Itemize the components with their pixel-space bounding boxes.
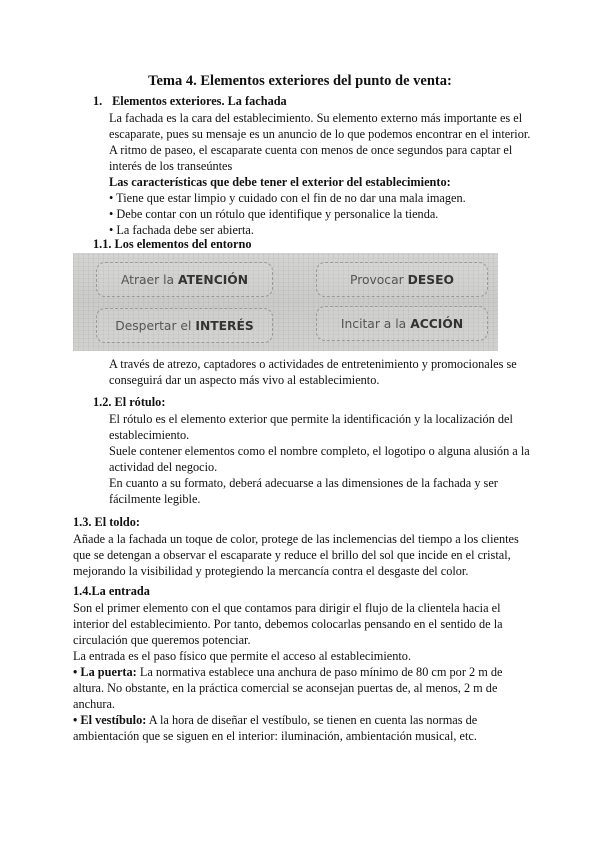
pill-text: Atraer la [120, 272, 175, 287]
paragraph-line: El rótulo es el elemento exterior que permite la identificación y la localización del [109, 412, 513, 426]
door-item [73, 664, 593, 680]
paragraph-line: interior del establecimiento. Por tanto, debemos colocarlas pensando en el sentido de la [73, 617, 503, 631]
paragraph-line: establecimiento. [109, 428, 190, 442]
section-1-body [109, 110, 579, 238]
section-1-2-body [109, 411, 589, 507]
section-1-heading [93, 93, 287, 109]
paragraph-line: Son el primer elemento con el que contamos para dirigir el flujo de la clientela hacia el [73, 601, 501, 615]
bullet-item: • La fachada debe ser abierta. [109, 223, 254, 237]
paragraph-line: escaparate, pues su mensaje es un anuncio de lo que podemos encontrar en el interior. [109, 127, 531, 141]
paragraph-line: que se detengan a observar el escaparate y reduce el brillo del sol que incide en el cristal, [73, 548, 511, 562]
paragraph-line: mejorando la visibilidad y protegiendo la mercancía contra el desgaste del color. [73, 564, 469, 578]
pill-keyword: INTERÉS [195, 318, 254, 333]
pill-desire [316, 262, 488, 297]
bullet-item: • Debe contar con un rótulo que identifique y personalice la tienda. [109, 207, 439, 221]
paragraph-line: circulación que queremos potenciar. [73, 633, 251, 647]
door-text: La normativa establece una anchura de paso mínimo de 80 cm por 2 m de [136, 665, 503, 679]
vestibule-item [73, 712, 593, 728]
pill-keyword: ATENCIÓN [178, 272, 249, 287]
paragraph-line: Añade a la fachada un toque de color, protege de las inclemencias del tiempo a los clientes [73, 532, 519, 546]
pill-attention [96, 262, 273, 297]
door-label: • La puerta: [73, 665, 137, 679]
paragraph-line: A través de atrezo, captadores o actividades de entretenimiento y promocionales se [109, 357, 517, 371]
paragraph-line: conseguirá dar un aspecto más vivo al establecimiento. [109, 373, 380, 387]
section-1-3-body [73, 531, 593, 579]
page-title: Tema 4. Elementos exteriores del punto de venta: [148, 73, 452, 89]
aida-image [73, 253, 498, 351]
paragraph-line: ambientación que se siguen en el interior: iluminación, ambientación musical, etc. [73, 729, 477, 743]
pill-interest [96, 308, 273, 343]
paragraph-line: altura. No obstante, en la práctica comercial se aconsejan puertas de, al menos, 2 m de [73, 681, 498, 695]
paragraph-line: A ritmo de paseo, el escaparate cuenta con menos de once segundos para captar el [109, 143, 513, 157]
pill-action [316, 306, 488, 341]
paragraph-line: interés de los transeúntes [109, 159, 233, 173]
paragraph-line: actividad del negocio. [109, 460, 218, 474]
pill-text: Provocar [350, 272, 404, 287]
section-1-title: Elementos exteriores. La fachada [112, 94, 287, 108]
paragraph-line: La entrada es el paso físico que permite el acceso al establecimiento. [73, 649, 412, 663]
pill-keyword: DESEO [407, 272, 454, 287]
vestibule-text: A la hora de diseñar el vestíbulo, se tienen en cuenta las normas de [146, 713, 478, 727]
section-1-3-heading: 1.3. El toldo: [73, 515, 140, 529]
paragraph-line: La fachada es la cara del establecimiento. Su elemento externo más importante es el [109, 111, 523, 125]
section-1-2-heading: 1.2. El rótulo: [93, 395, 166, 409]
pill-text: Incitar a la [340, 316, 407, 331]
section-1-4-body [73, 600, 593, 744]
section-1-1-body [109, 356, 579, 388]
paragraph-line: fácilmente legible. [109, 492, 201, 506]
section-1-1-heading: 1.1. Los elementos del entorno [93, 237, 252, 251]
pill-keyword: ACCIÓN [410, 316, 464, 331]
paragraph-line: anchura. [73, 697, 115, 711]
bullet-item: • Tiene que estar limpio y cuidado con el fin de no dar una mala imagen. [109, 191, 466, 205]
pill-text: Despertar el [115, 318, 192, 333]
section-1-number: 1. [93, 94, 103, 108]
paragraph-line: En cuanto a su formato, deberá adecuarse a las dimensiones de la fachada y ser [109, 476, 498, 490]
characteristics-heading: Las características que debe tener el exterior del establecimiento: [109, 175, 451, 189]
section-1-4-heading: 1.4.La entrada [73, 584, 150, 598]
paragraph-line: Suele contener elementos como el nombre completo, el logotipo o alguna alusión a la [109, 444, 530, 458]
vestibule-label: • El vestíbulo: [73, 713, 147, 727]
